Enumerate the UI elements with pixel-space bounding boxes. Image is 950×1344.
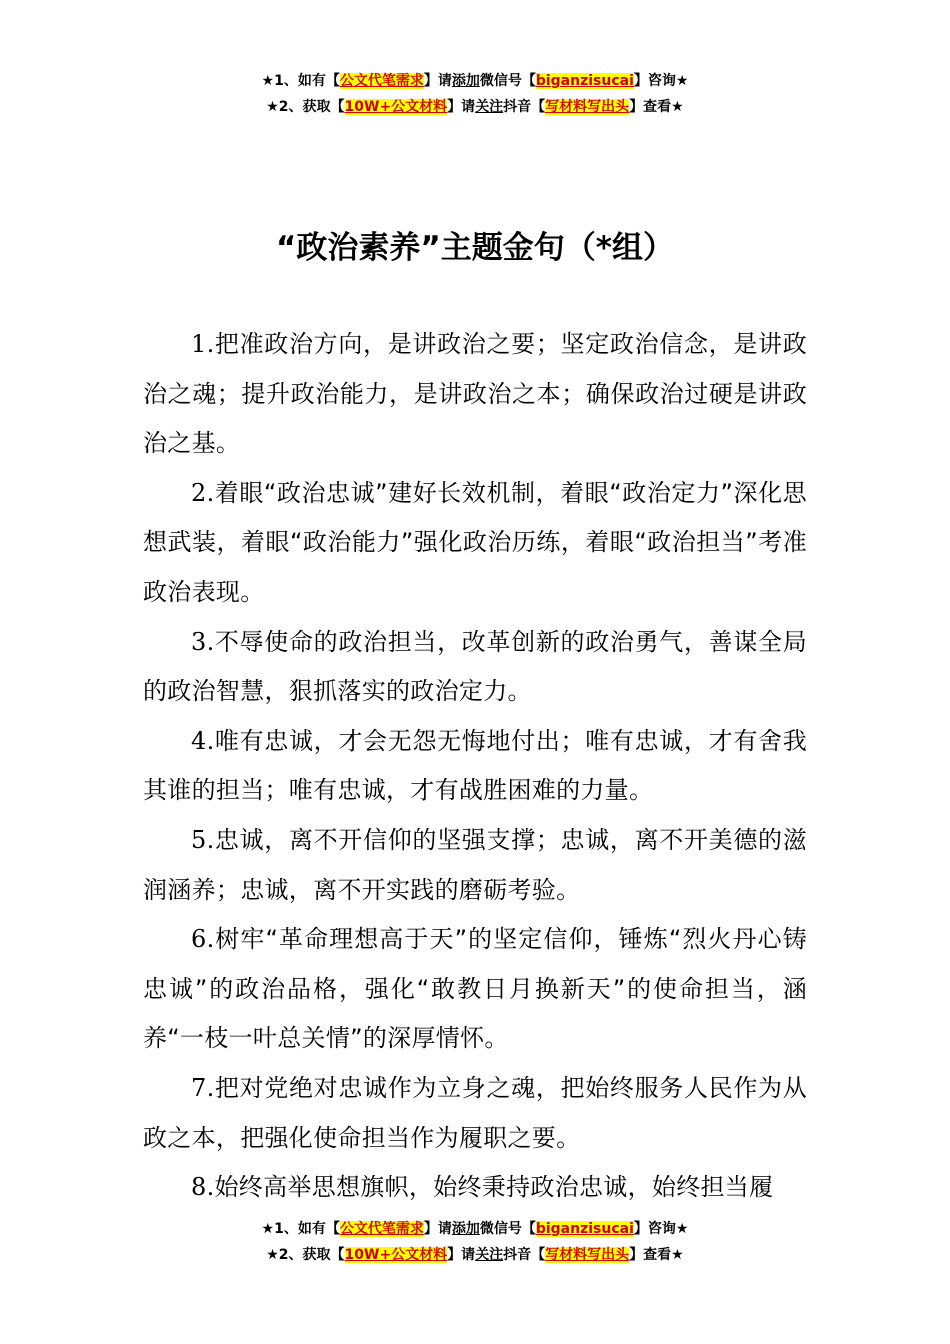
highlight-wechat-id: biganzisucai	[535, 1221, 634, 1237]
paragraph-text: 始终高举思想旗帜，始终秉持政治忠诚，始终担当履	[214, 1173, 774, 1202]
promo-underline: 关注	[475, 1247, 504, 1263]
highlight-wechat-id: biganzisucai	[535, 73, 634, 89]
paragraph-number: 3.	[191, 627, 215, 656]
promo-text: 】请	[447, 1247, 476, 1263]
promo-underline: 添加	[451, 1221, 480, 1237]
paragraph-number: 5.	[191, 825, 215, 854]
promo-text: ★2、获取【	[266, 1247, 345, 1263]
quote-paragraph	[143, 618, 807, 717]
promo-text: 抖音【	[503, 99, 546, 115]
paragraph-number: 7.	[191, 1073, 215, 1102]
document-body	[143, 320, 807, 1212]
paragraph-number: 4.	[191, 726, 215, 755]
quote-paragraph	[143, 915, 807, 1064]
highlight-douyin-account: 写材料写出头	[545, 99, 630, 115]
promo-text: 微信号【	[479, 1221, 536, 1237]
paragraph-text: 把准政治方向，是讲政治之要；坚定政治信念，是讲政治之魂；提升政治能力，是讲政治之本；确保政治过硬是讲政治之基。	[143, 330, 807, 458]
promo-text: 】咨询★	[633, 73, 689, 89]
paragraph-text: 树牢“革命理想高于天”的坚定信仰，锤炼“烈火丹心铸忠诚”的政治品格，强化“敢教日月换新天”的使命担当，涵养“一枝一叶总关情”的深厚情怀。	[143, 925, 807, 1053]
promo-text: ★1、如有【	[261, 1221, 340, 1237]
document-title: “政治素养”主题金句（*组）	[276, 230, 674, 266]
promo-underline: 关注	[475, 99, 504, 115]
paragraph-number: 6.	[191, 925, 215, 954]
promo-text: 微信号【	[479, 73, 536, 89]
highlight-douyin-account: 写材料写出头	[545, 1247, 630, 1263]
quote-paragraph	[143, 717, 807, 816]
promo-line-1	[0, 68, 950, 94]
quote-paragraph	[143, 320, 807, 469]
promo-underline: 添加	[451, 73, 480, 89]
promo-text: 】咨询★	[633, 1221, 689, 1237]
promo-text: 】请	[423, 73, 452, 89]
promo-line-1	[0, 1216, 950, 1242]
promo-text: ★1、如有【	[261, 73, 340, 89]
promo-text: 】查看★	[629, 99, 684, 115]
promo-text: 】请	[447, 99, 476, 115]
promo-text: 抖音【	[503, 1247, 546, 1263]
highlight-service: 公文代笔需求	[339, 1221, 424, 1237]
paragraph-text: 把对党绝对忠诚作为立身之魂，把始终服务人民作为从政之本，把强化使命担当作为履职之要。	[143, 1073, 807, 1152]
paragraph-number: 2.	[191, 478, 215, 507]
quote-paragraph	[143, 816, 807, 915]
promo-text: 】查看★	[629, 1247, 684, 1263]
quote-paragraph	[143, 1163, 807, 1212]
highlight-materials: 10W+公文材料	[344, 1247, 448, 1263]
quote-paragraph	[143, 469, 807, 618]
paragraph-text: 唯有忠诚，才会无怨无悔地付出；唯有忠诚，才有舍我其谁的担当；唯有忠诚，才有战胜困难的力量。	[143, 726, 807, 805]
paragraph-text: 着眼“政治忠诚”建好长效机制，着眼“政治定力”深化思想武装，着眼“政治能力”强化政治历练，着眼“政治担当”考准政治表现。	[143, 478, 807, 606]
promo-text: ★2、获取【	[266, 99, 345, 115]
paragraph-text: 忠诚，离不开信仰的坚强支撑；忠诚，离不开美德的滋润涵养；忠诚，离不开实践的磨砺考验。	[143, 825, 807, 904]
top-promo-banner	[0, 68, 950, 120]
bottom-promo-banner	[0, 1216, 950, 1268]
paragraph-number: 1.	[191, 330, 215, 358]
paragraph-text: 不辱使命的政治担当，改革创新的政治勇气，善谋全局的政治智慧，狠抓落实的政治定力。	[143, 627, 807, 706]
promo-line-2	[0, 94, 950, 120]
paragraph-number: 8.	[191, 1173, 215, 1202]
highlight-service: 公文代笔需求	[339, 73, 424, 89]
promo-line-2	[0, 1242, 950, 1268]
promo-text: 】请	[423, 1221, 452, 1237]
highlight-materials: 10W+公文材料	[344, 99, 448, 115]
quote-paragraph	[143, 1064, 807, 1163]
